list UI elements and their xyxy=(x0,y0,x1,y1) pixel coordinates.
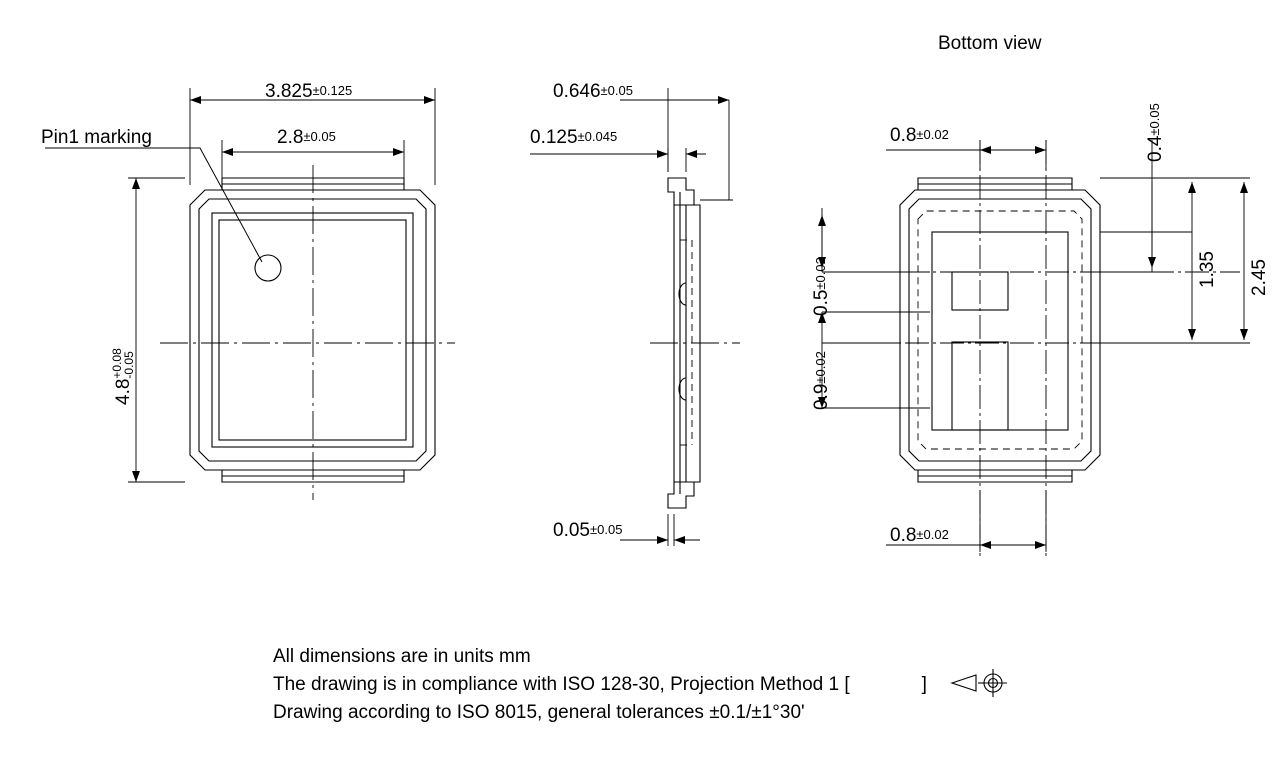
dim-label-bottom-right-outer: 2.45 xyxy=(1249,259,1270,296)
projection-method-symbol xyxy=(952,669,1007,697)
dim-label-bottom-pitch-top: 0.8±0.02 xyxy=(890,125,949,146)
dim-top-height xyxy=(128,178,185,482)
pin1-marking-label: Pin1 marking xyxy=(41,127,152,148)
dim-label-top-inner-width: 2.8±0.05 xyxy=(277,127,336,148)
dim-label-bottom-right-mid: 1.35 xyxy=(1197,251,1218,288)
dim-label-bottom-left-upper: 0.5±0.02 xyxy=(811,257,832,316)
dim-bottom-right xyxy=(1100,140,1250,343)
bottom-view-centerlines xyxy=(870,140,1240,560)
note-line-1: All dimensions are in units mm xyxy=(273,646,531,667)
dim-label-side-total-thickness: 0.646±0.05 xyxy=(553,81,633,102)
dim-label-side-lid-thickness: 0.125±0.045 xyxy=(530,127,618,148)
dim-label-top-height: 4.8 +0.08 -0.05 xyxy=(110,348,137,405)
top-view-geometry xyxy=(45,148,435,482)
bottom-view-hidden-outline xyxy=(918,211,1082,449)
dim-side-total-thickness xyxy=(620,88,733,200)
dim-label-bottom-pitch-bottom: 0.8±0.02 xyxy=(890,525,949,546)
bottom-view-title: Bottom view xyxy=(938,33,1042,54)
note-line-3: Drawing according to ISO 8015, general tolerances ±0.1/±1°30' xyxy=(273,702,805,723)
dim-side-standoff xyxy=(620,514,700,546)
drawing-notes xyxy=(273,643,927,727)
dim-label-bottom-right-top: 0.4±0.05 xyxy=(1145,103,1166,162)
dim-label-bottom-left-lower: 0.9±0.02 xyxy=(811,351,832,410)
note-line-2: The drawing is in compliance with ISO 128-30, Projection Method 1 [ ] xyxy=(273,674,927,695)
dim-bottom-left xyxy=(822,208,930,408)
dim-label-side-standoff: 0.05±0.05 xyxy=(553,520,623,541)
dim-side-lid-thickness xyxy=(530,148,706,172)
top-view-centerlines xyxy=(160,165,455,500)
dim-label-top-outer-width: 3.825±0.125 xyxy=(265,81,353,102)
bottom-view-geometry xyxy=(900,178,1100,482)
